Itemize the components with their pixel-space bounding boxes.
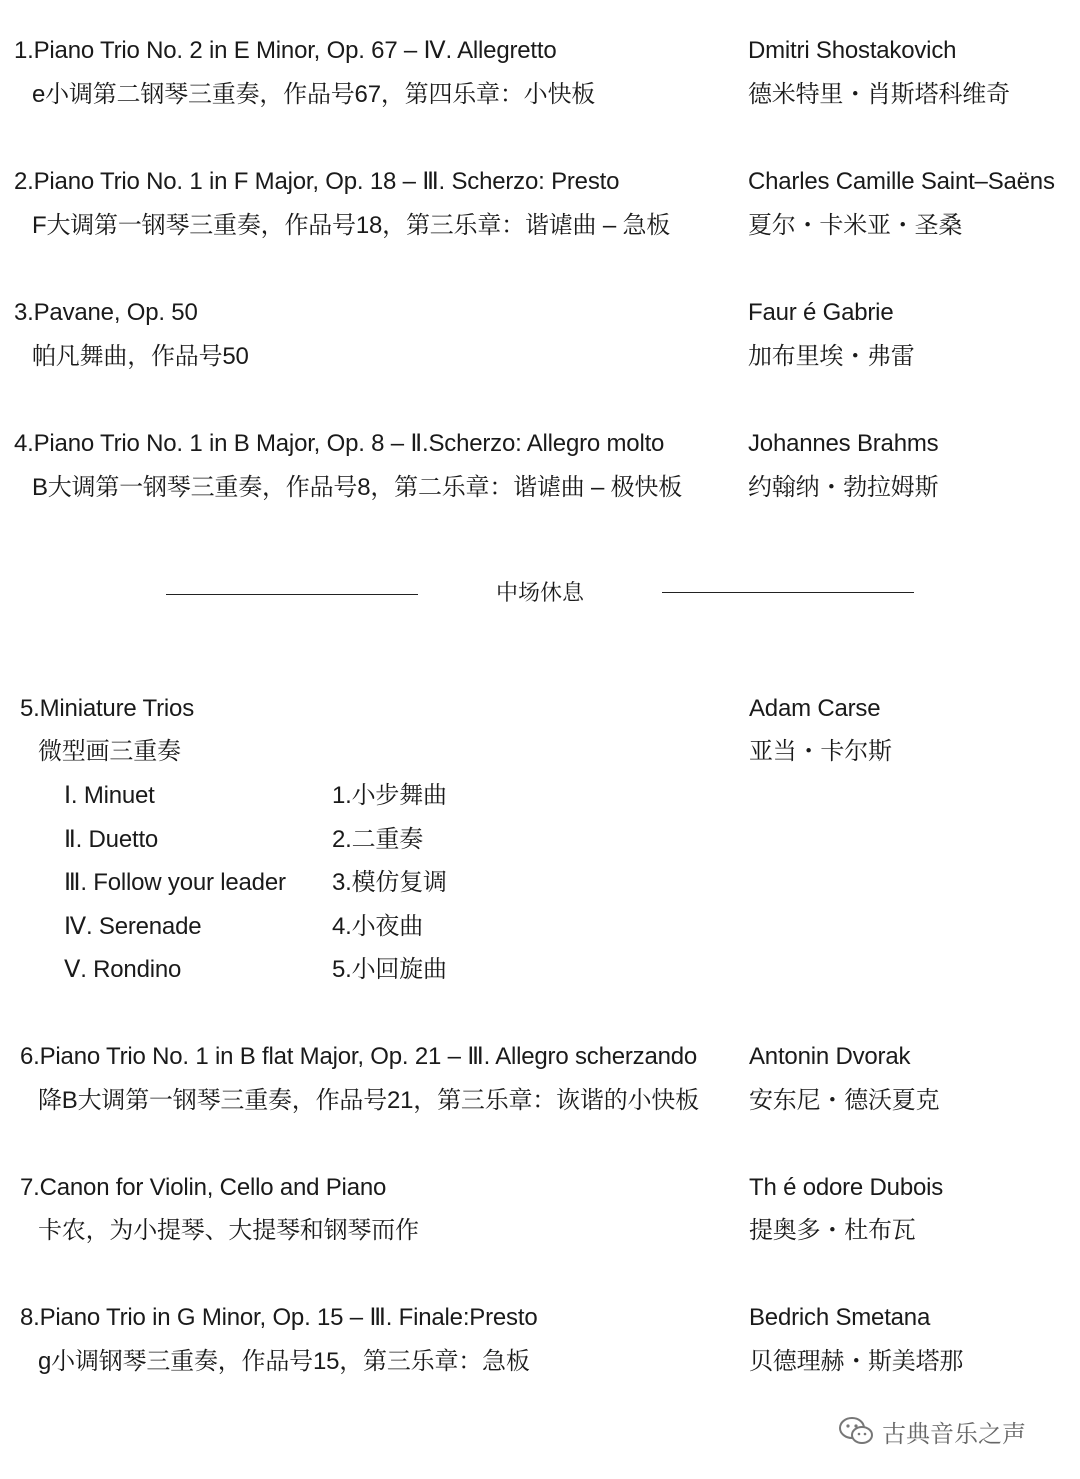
- piece-5-composer: Adam Carse: [749, 695, 881, 722]
- piece-2-subtitle: F大调第一钢琴三重奏，作品号18，第三乐章：谐谑曲 – 急板: [32, 212, 671, 239]
- piece-2-composer: Charles Camille Saint–Saëns: [748, 168, 1055, 195]
- piece-3-subtitle: 帕凡舞曲，作品号50: [32, 343, 249, 370]
- piece-8-composer-cn: 贝德理赫・斯美塔那: [749, 1348, 964, 1375]
- movement-3-cn: 3.模仿复调: [332, 869, 447, 896]
- piece-6-subtitle: 降B大调第一钢琴三重奏，作品号21，第三乐章：诙谐的小快板: [38, 1087, 699, 1114]
- movement-1-en: Ⅰ. Minuet: [64, 782, 155, 809]
- movement-3-en: Ⅲ. Follow your leader: [64, 869, 286, 896]
- piece-4-composer: Johannes Brahms: [748, 430, 939, 457]
- piece-5-title: 5.Miniature Trios: [20, 695, 194, 722]
- piece-7-composer: Th é odore Dubois: [749, 1174, 944, 1201]
- piece-3-composer: Faur é Gabrie: [748, 299, 894, 326]
- piece-1-composer-cn: 德米特里・肖斯塔科维奇: [748, 81, 1010, 108]
- movement-2-cn: 2.二重奏: [332, 826, 424, 853]
- piece-6-composer-cn: 安东尼・德沃夏克: [749, 1087, 940, 1114]
- piece-7-composer-cn: 提奥多・杜布瓦: [749, 1217, 916, 1244]
- movement-4-cn: 4.小夜曲: [332, 913, 424, 940]
- piece-8-subtitle: g小调钢琴三重奏，作品号15，第三乐章：急板: [38, 1348, 530, 1375]
- movement-5-cn: 5.小回旋曲: [332, 956, 447, 983]
- piece-1-composer: Dmitri Shostakovich: [748, 37, 957, 64]
- piece-6-composer: Antonin Dvorak: [749, 1043, 911, 1070]
- piece-5-subtitle: 微型画三重奏: [38, 738, 181, 765]
- intermission-rule-right: [662, 592, 914, 593]
- piece-4-composer-cn: 约翰纳・勃拉姆斯: [748, 474, 939, 501]
- piece-8-title: 8.Piano Trio in G Minor, Op. 15 – Ⅲ. Finale:Presto: [20, 1304, 538, 1331]
- piece-2-composer-cn: 夏尔・卡米亚・圣桑: [748, 212, 963, 239]
- piece-1-subtitle: e小调第二钢琴三重奏，作品号67，第四乐章：小快板: [32, 81, 596, 108]
- movement-4-en: Ⅳ. Serenade: [64, 913, 202, 940]
- piece-2-title: 2.Piano Trio No. 1 in F Major, Op. 18 – Ⅲ. Scherzo: Presto: [14, 168, 620, 195]
- watermark-text: 古典音乐之声: [882, 1420, 1026, 1448]
- wechat-icon: [838, 1415, 874, 1447]
- piece-7-title: 7.Canon for Violin, Cello and Piano: [20, 1174, 387, 1201]
- movement-2-en: Ⅱ. Duetto: [64, 826, 159, 853]
- piece-3-title: 3.Pavane, Op. 50: [14, 299, 198, 326]
- piece-8-composer: Bedrich Smetana: [749, 1304, 931, 1331]
- piece-4-title: 4.Piano Trio No. 1 in B Major, Op. 8 – Ⅱ.Scherzo: Allegro molto: [14, 430, 665, 457]
- piece-6-title: 6.Piano Trio No. 1 in B flat Major, Op. 21 – Ⅲ. Allegro scherzando: [20, 1043, 698, 1070]
- intermission-label: 中场休息: [495, 580, 584, 605]
- piece-4-subtitle: B大调第一钢琴三重奏，作品号8，第二乐章：谐谑曲 – 极快板: [32, 474, 683, 501]
- watermark: [838, 1414, 1026, 1448]
- piece-5-composer-cn: 亚当・卡尔斯: [749, 738, 892, 765]
- piece-1-title: 1.Piano Trio No. 2 in E Minor, Op. 67 – Ⅳ. Allegretto: [14, 37, 557, 64]
- piece-7-subtitle: 卡农，为小提琴、大提琴和钢琴而作: [38, 1217, 419, 1244]
- movement-1-cn: 1.小步舞曲: [332, 782, 447, 809]
- movement-5-en: Ⅴ. Rondino: [64, 956, 182, 983]
- piece-3-composer-cn: 加布里埃・弗雷: [748, 343, 915, 370]
